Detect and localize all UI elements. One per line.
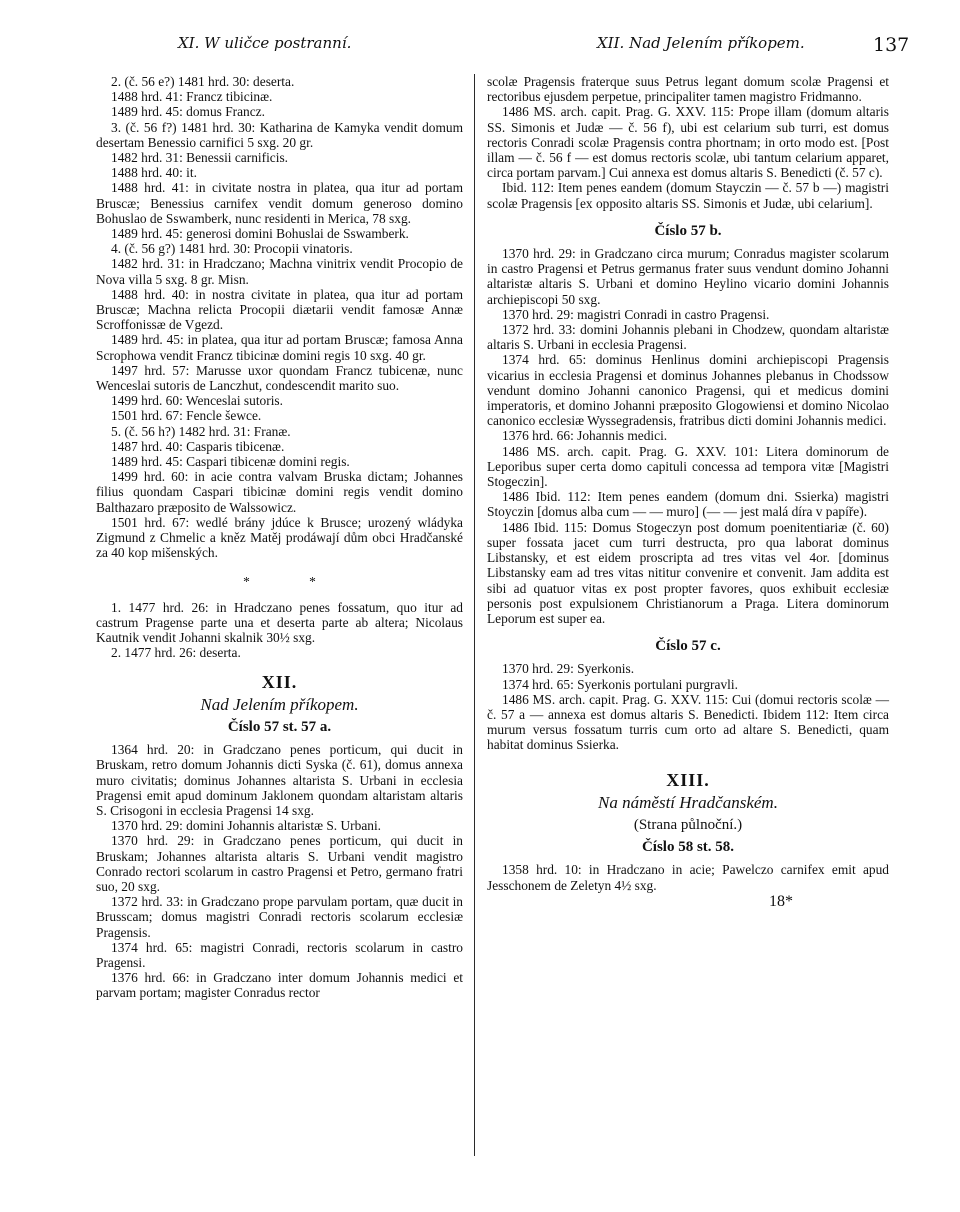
section-number: XIII. [666,769,710,790]
entry: 1501 hrd. 67: Fencle šewce. [111,408,262,424]
entry: 1487 hrd. 40: Casparis tibicenæ. [111,438,285,454]
entry: 1482 hrd. 31: in Hradczano; Machna vinitrix vendit Procopio de Nova villa 5 sxg. 8 gr. Misn. [96,256,463,287]
right-column [487,74,889,909]
entry: 1374 hrd. 65: Syerkonis portulani purgravli. [502,676,738,692]
entry: 1486 MS. arch. capit. Prag. G. XXV. 101: Litera dominorum de Leporibus super certa domo capituli concessa ad tempora vitæ [Magistri Stogeczin]. [487,443,889,490]
entry-continuation: scolæ Pragensis fraterque suus Petrus legant domum scolæ Pragensi et rectoribus ejusdem perpetue, principaliter tamen magistro Fridmanno. [487,74,889,105]
entry: 1370 hrd. 29: domini Johannis altaristæ S. Urbani. [111,818,382,834]
entry: 1370 hrd. 29: in Gradczano penes porticum, qui ducit in Bruskam; Johannes altarista altaris S. Urbani vendit magistro Conrado rectori scolarum in castro Pragensi et Petro, germano fratri suo, 20 sxg. [96,833,463,894]
entry: 1488 hrd. 40: it. [111,165,197,181]
entry: 1374 hrd. 65: dominus Henlinus domini archiepiscopi Pragensis vicarius in ecclesia Pragensi et dominus Johannes plebanus in Chodssow vendunt domino Johanni canonico Pragensi, qui et medicus domini imperatoris, et domino Johanni præposito Glogowiensi et domino Nicolao canonico ecclesiæ Wyssegradensis, fratribus dicti domini Johannis medici. [487,352,889,429]
entry: 5. (č. 56 h?) 1482 hrd. 31: Franæ. [111,423,291,439]
entry: 1370 hrd. 29: magistri Conradi in castro Pragensi. [502,306,770,322]
entry: 1370 hrd. 29: in Gradczano circa murum; Conradus magister scolarum in castro Pragensi et Petrus germanus frater suus vendunt domino Johanni altaristæ altaris S. Urbani et domino Heylino vicario domini Johannis archiepiscopi 50 sxg. [487,246,889,307]
entry: 1372 hrd. 33: domini Johannis plebani in Chodzew, quondam altaristæ altaris S. Urbani in ecclesia Pragensi. [487,322,889,353]
entry: 1486 MS. arch. capit. Prag. G. XXV. 115: Prope illam (domum altaris SS. Simonis et Judæ — č. 56 f), ubi est celarium sub turri, est domus rectoris Conradi scolæ Pragensis contra phortnam; in orto modo est. [Post illam — č. 56 f — est domus rectoris scolæ, ubi tantum celarium apparet, circa portam parvam.] Cui annexa est domus altaris S. Benedicti (č. 57 c). [487,104,889,181]
entry: 1497 hrd. 57: Marusse uxor quondam Francz tubicenæ, nunc Wenceslai sutoris de Lanczhut, condescendit marito suo. [96,362,463,394]
section-separator-stars: * * [243,573,344,589]
entry: 1489 hrd. 45: in platea, qua itur ad portam Bruscæ; famosa Anna Scrophowa vendit Francz tibicinæ domini regis 10 sxg. 40 gr. [96,332,463,363]
entry: 2. 1477 hrd. 26: deserta. [111,645,241,661]
entry: 2. (č. 56 e?) 1481 hrd. 30: deserta. [111,74,295,89]
entry: 1486 Ibid. 112: Item penes eandem (domum dni. Ssierka) magistri Stoyczin [domus alba cum — — muro] (— — jest malá díra v papíře). [487,489,889,520]
entry: 1376 hrd. 66: in Gradczano inter domum Johannis medici et parvam portam; magister Conradus rector [96,970,463,1001]
entry: 1370 hrd. 29: Syerkonis. [502,661,635,677]
entry: 4. (č. 56 g?) 1481 hrd. 30: Procopii vinatoris. [111,241,353,257]
section-number: XII. [261,671,298,692]
house-number-heading: Číslo 57 st. 57 a. [227,718,332,735]
entry: 1358 hrd. 10: in Hradczano in acie; Pawelczo carnifex emit apud Jesschonem de Zeletyn 4½ sxg. [487,862,889,893]
entry: 1482 hrd. 31: Benessii carnificis. [111,150,289,166]
left-column [96,74,463,1001]
entry: 1501 hrd. 67: wedlé brány jdúce k Brusce; urozený wládyka Zigmund z Chmelic a kněz Matěj prodáwají dům obci Hradčanské za 40 kop mišenských. [96,514,463,561]
entry: 1489 hrd. 45: Caspari tibicenæ domini regis. [111,454,350,470]
entry: 1486 Ibid. 115: Domus Stogeczyn post domum poenitentiariæ (č. 60) super fossata jacet cum turri destructa, pro qua laborat dominus Libstansky, et est eidem proscripta ad tres vitas vel 4or. [dominus Libstansky eam ad tres vitas nititur convenire et convenit. Jam addita est sibi ad quatuor vitas ex post propter favores, quos exhibuit ecclesiæ personis post expulsionem Christianorum a Praga. Litera dominorum Leporum est super ea. [487,519,889,626]
entry: 1499 hrd. 60: Wenceslai sutoris. [111,393,283,409]
entry: 1376 hrd. 66: Johannis medici. [502,428,668,444]
page-number: 137 [873,34,910,56]
entry: 1488 hrd. 41: Francz tibicinæ. [111,89,273,105]
left-running-header: XI. W uličce postranní. [178,34,352,52]
house-number-heading: Číslo 58 st. 58. [641,839,735,856]
house-number-heading: Číslo 57 c. [655,638,721,655]
entry: 1499 hrd. 60: in acie contra valvam Bruska dictam; Johannes filius quondam Caspari tibicinæ domini regis vendit domino Balthazaro præposito de Walssowicz. [96,469,463,515]
entry: 1488 hrd. 40: in nostra civitate in platea, qua itur ad portam Bruscæ; Machna relicta Procopii diætarii vendit famosæ Annæ Scroffonissæ de Vgezd. [96,286,463,333]
entry: 1364 hrd. 20: in Gradczano penes porticum, qui ducit in Bruskam, retro domum Johannis dicti Syska (č. 61), domus annexa muro civitatis; dominus Johannes altarista S. Urbani in ecclesia Pragensi emit apud dominum Jaklonem quondam altaristam altaris S. Crisogoni in ecclesia Pragensi 14 sxg. [96,742,463,818]
entry: 1372 hrd. 33: in Gradczano prope parvulam portam, quæ ducit in Brusscam; domus magistri Conradi rectoris scolarum ecclesiæ Pragensis. [96,894,463,940]
entry: 1488 hrd. 41: in civitate nostra in platea, qua itur ad portam Bruscæ; Benessius carnifex vendit domum generoso domino Bohuslao de Sswamberk, nunc residenti in Merica, 78 sxg. [96,180,463,226]
signature-mark: 18* [769,892,793,910]
entry: 1489 hrd. 45: domus Francz. [111,104,265,120]
entry: 3. (č. 56 f?) 1481 hrd. 30: Katharina de Kamyka vendit domum desertam Benessio carnifici 5 sxg. 20 gr. [96,119,463,150]
entry: 1489 hrd. 45: generosi domini Bohuslai de Sswamberk. [111,226,409,242]
section-subtitle: (Strana půlnoční.) [633,816,743,833]
column-divider [474,74,475,1156]
section-title: Nad Jelením příkopem. [200,694,359,714]
section-title: Na náměstí Hradčanském. [598,792,778,812]
house-number-heading: Číslo 57 b. [654,222,722,239]
entry: 1374 hrd. 65: magistri Conradi, rectoris scolarum in castro Pragensi. [96,939,463,970]
entry: 1486 MS. arch. capit. Prag. G. XXV. 115: Cui (domui rectoris scolæ — č. 57 a — annexa est domus altaris S. Benedicti. Ibidem 112: Item circa murum versus fossatum turris cum orto ad altare S. Benedicti, quam habitat dominus Ssierka. [487,691,889,753]
entry: 1. 1477 hrd. 26: in Hradczano penes fossatum, quo itur ad castrum Pragense parte una et deserta parte ab altera; Nicolaus Kautnik vendit Johanni skalnik 30½ sxg. [96,599,463,646]
right-running-header: XII. Nad Jelením příkopem. [597,34,805,52]
entry: Ibid. 112: Item penes eandem (domum Stayczin — č. 57 b —) magistri scolæ Pragensis [ex opposito altaris SS. Simonis et Judæ, ubi celarium]. [487,180,889,211]
